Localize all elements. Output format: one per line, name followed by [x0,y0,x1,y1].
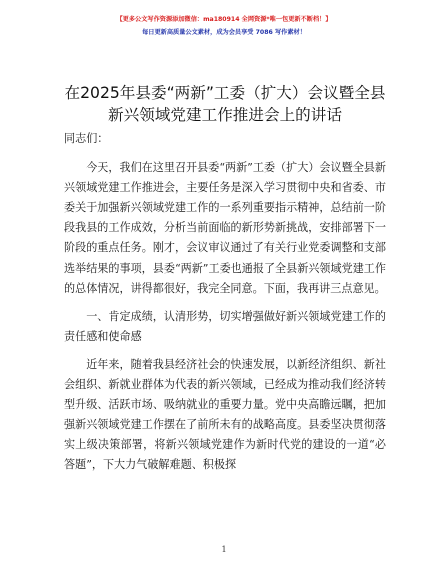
promo-banner-line1: 【更多公文写作资源添加微信：ma180914 全网资源*唯一包更新不断档！】 [116,16,332,23]
paragraph-section-1: 近年来，随着我县经济社会的快速发展，以新经济组织、新社会组织、新就业群体为代表的新兴领域，已经成为推动我们经济转型升级、活跃市场、吸纳就业的重要力量。党中央高瞻远瞩，把加强新兴领域党建工作摆在了前所未有的战略高度。县委坚决贯彻落实上级决策部署，将新兴领域党建作为新时代党的建设的一道“必答题”，下大力气破解难题、积极探 [64,357,386,472]
greeting: 同志们： [64,132,109,145]
document-body [64,129,386,476]
paragraph-intro: 今天，我们在这里召开县委“两新”工委（扩大）会议暨全县新兴领域党建工作推进会，主要任务是深入学习贯彻中央和省委、市委关于加强新兴领域党建工作的一系列重要指示精神，总结前一阶段我县的工作成效，分析当前面临的新形势新挑战，安排部署下一阶段的重点任务。刚才，会议审议通过了有关行业党委调整和支部选举结果的事项，县委“两新”工委也通报了全县新兴领域党建工作的总体情况，讲得都很好，我完全同意。下面，我再讲三点意见。 [64,161,386,295]
promo-banner-line2: 每日更新高质量公文素材，成为会员享受 7086 写作素材！ [142,29,306,36]
page-number: 1 [221,545,227,554]
document-title: 在2025年县委“两新”工委（扩大）会议暨全县新兴领域党建工作推进会上的讲话 [64,84,386,124]
section-heading-1: 一、肯定成绩，认清形势，切实增强做好新兴领域党建工作的责任感和使命感 [64,309,386,343]
